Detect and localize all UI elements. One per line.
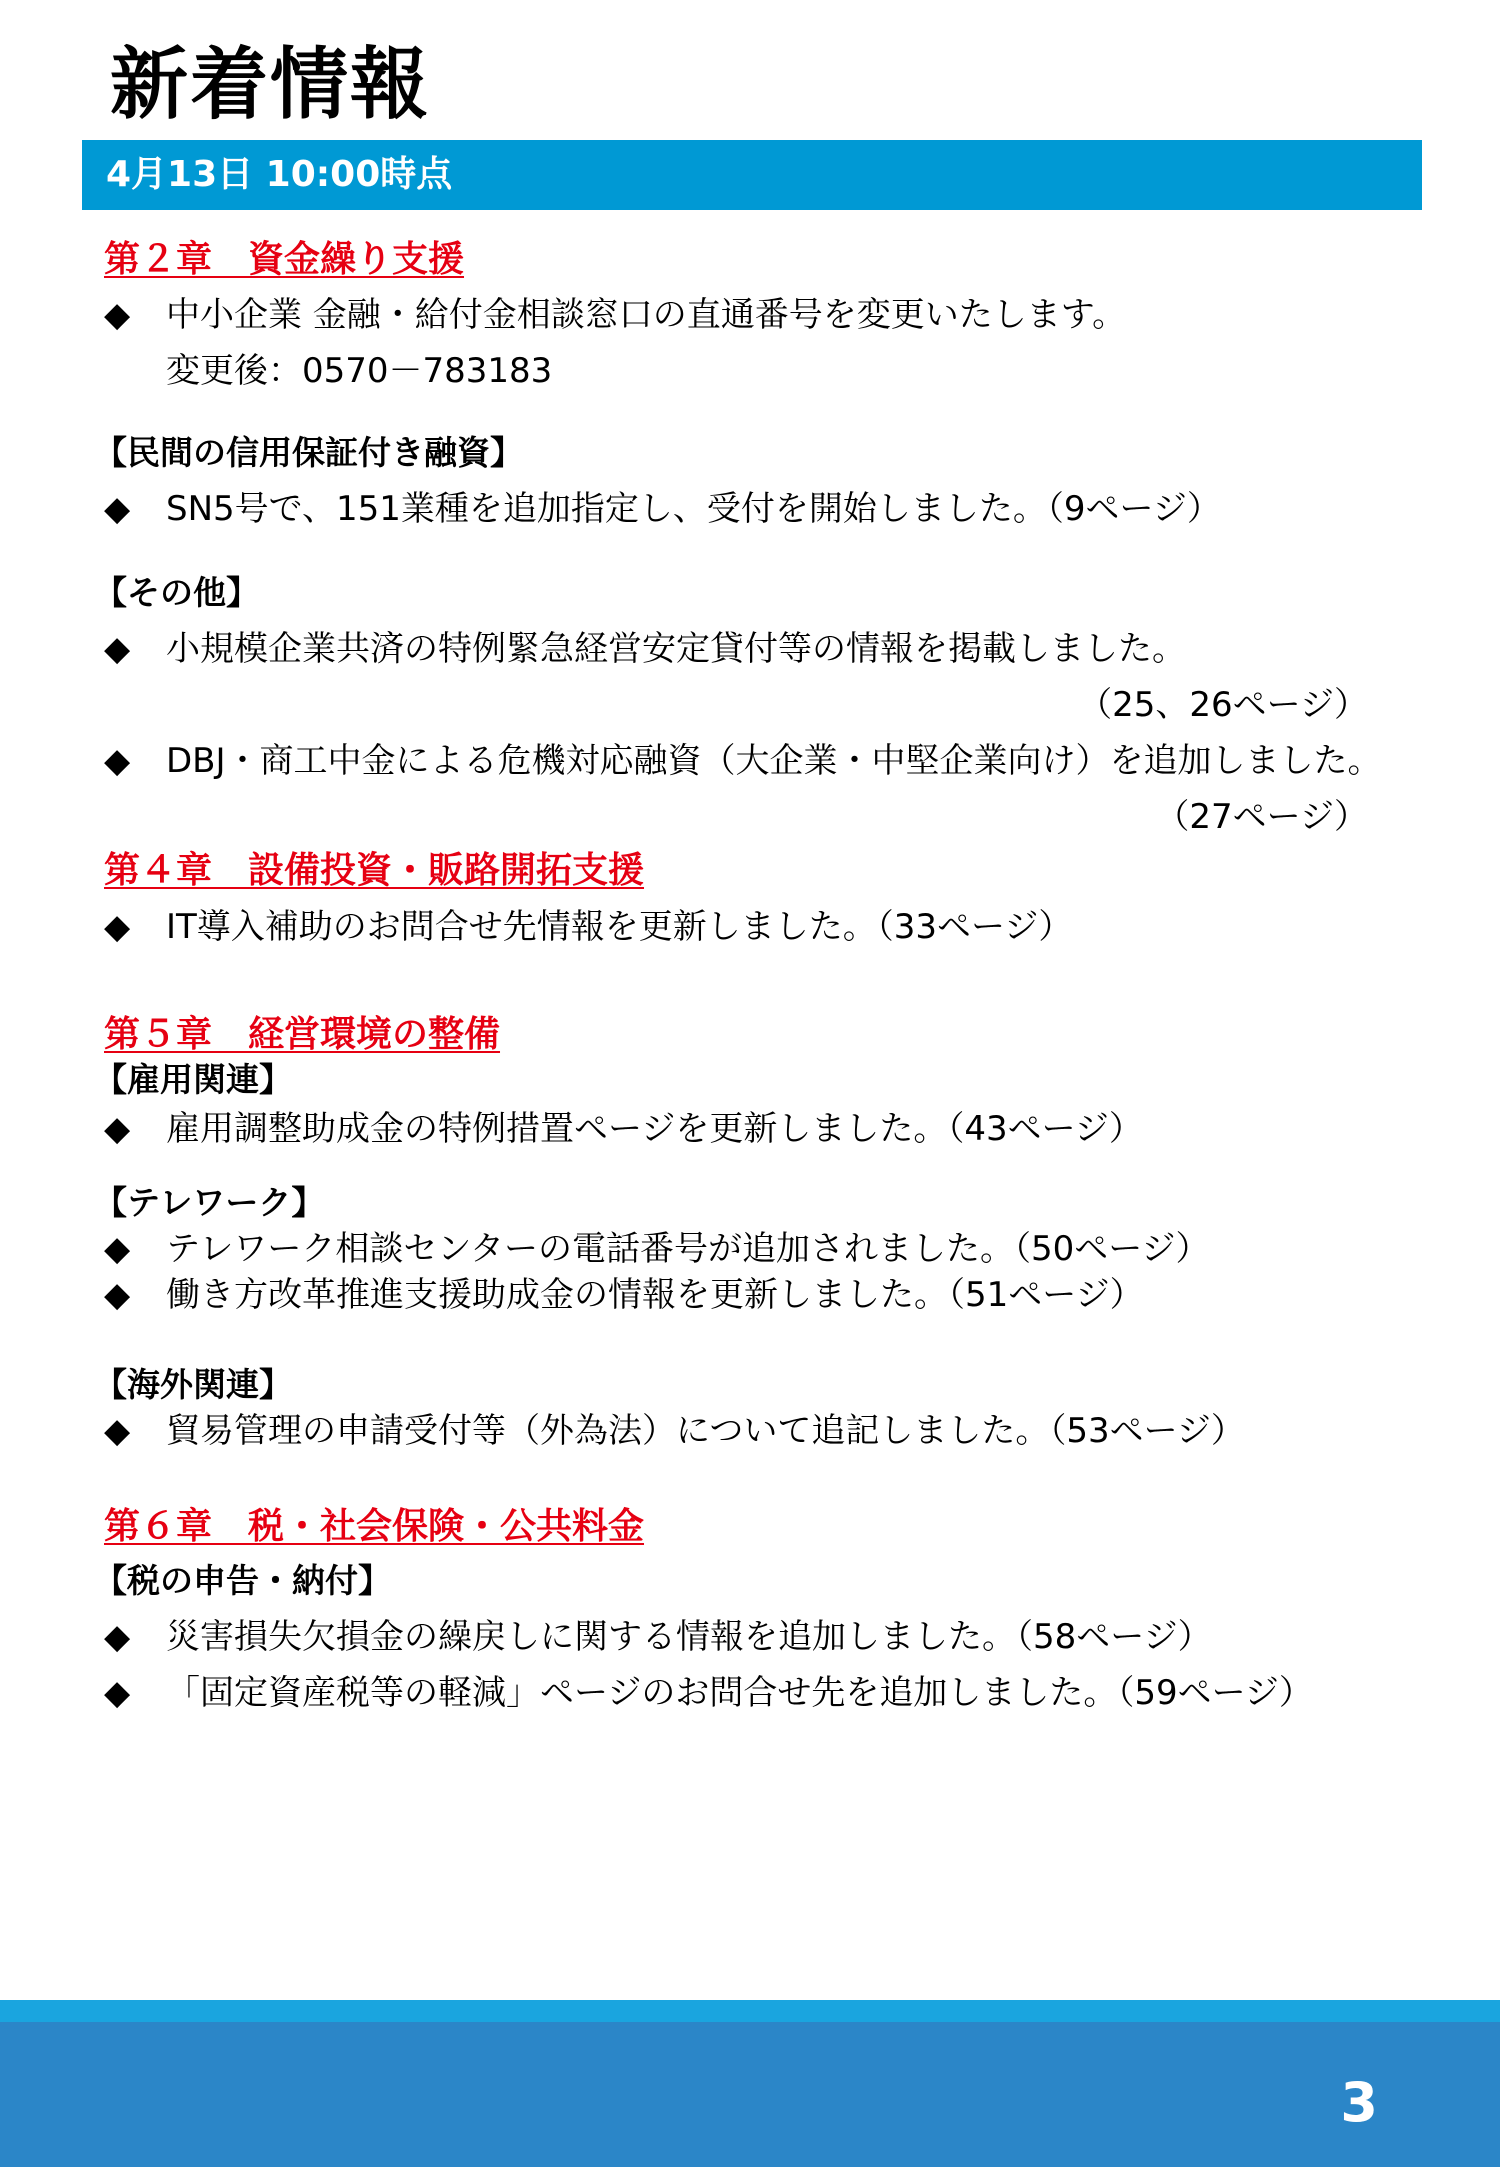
footer-bar [0,2022,1500,2167]
list-item [104,1612,1212,1662]
bullet-icon: ◆ [104,295,131,335]
list-item-text: SN5号で、151業種を追加指定し、受付を開始しました。（9ページ） [166,489,1221,529]
list-item-text: 貿易管理の申請受付等（外為法）について追記しました。（53ページ） [166,1411,1245,1451]
list-item [104,1224,1210,1274]
chapter-4-heading: 第４章 設備投資・販路開拓支援 [104,850,645,891]
subsection-heading: 【税の申告・納付】 [94,1561,391,1600]
list-item [104,1270,1144,1320]
footer-stripe [0,2000,1500,2022]
list-item-text: 中小企業 金融・給付金相談窓口の直通番号を変更いたします。 [166,295,1127,335]
bullet-icon: ◆ [104,629,131,669]
page-number: 3 [1340,2071,1378,2134]
bullet-icon: ◆ [104,741,131,781]
list-item [104,290,1126,340]
bullet-icon: ◆ [104,907,131,947]
chapter-5-heading: 第５章 経営環境の整備 [104,1014,501,1055]
list-item [104,484,1221,534]
list-item-text: 小規模企業共済の特例緊急経営安定貸付等の情報を掲載しました。 [166,629,1186,669]
page-reference: （27ページ） [1155,797,1368,837]
list-item-text: DBJ・商工中金による危機対応融資（大企業・中堅企業向け）を追加しました。 [166,741,1382,781]
subsection-heading: 【雇用関連】 [94,1060,292,1099]
list-item-text: 働き方改革推進支援助成金の情報を更新しました。（51ページ） [166,1275,1144,1315]
list-item-text: IT導入補助のお問合せ先情報を更新しました。（33ページ） [166,907,1073,947]
list-item [104,1406,1245,1456]
subsection-heading: 【民間の信用保証付き融資】 [94,433,523,472]
list-item-text: 災害損失欠損金の繰戻しに関する情報を追加しました。（58ページ） [166,1617,1212,1657]
subsection-heading: 【その他】 [94,573,259,612]
chapter-2-heading: 第２章 資金繰り支援 [104,239,465,280]
list-item [104,1668,1313,1718]
list-item-text: テレワーク相談センターの電話番号が追加されました。（50ページ） [166,1229,1210,1269]
page-title: 新着情報 [110,40,431,130]
bullet-icon: ◆ [104,489,131,529]
list-item-text: 雇用調整助成金の特例措置ページを更新しました。（43ページ） [166,1109,1143,1149]
bullet-icon: ◆ [104,1673,131,1713]
bullet-icon: ◆ [104,1411,131,1451]
list-item [104,736,1382,786]
list-item [104,902,1072,952]
page-reference: （25、26ページ） [1078,685,1368,725]
subsection-heading: 【テレワーク】 [94,1183,325,1222]
bullet-icon: ◆ [104,1229,131,1269]
subsection-heading: 【海外関連】 [94,1365,292,1404]
list-item [104,624,1186,674]
date-banner [82,140,1422,210]
list-item-text: 「固定資産税等の軽減」ページのお問合せ先を追加しました。（59ページ） [166,1673,1313,1713]
bullet-icon: ◆ [104,1275,131,1315]
list-item [104,1104,1143,1154]
chapter-6-heading: 第６章 税・社会保険・公共料金 [104,1506,645,1547]
list-item-continuation: 変更後：0570－783183 [166,351,553,391]
bullet-icon: ◆ [104,1617,131,1657]
date-banner-text: 4月13日 10:00時点 [106,154,453,195]
bullet-icon: ◆ [104,1109,131,1149]
